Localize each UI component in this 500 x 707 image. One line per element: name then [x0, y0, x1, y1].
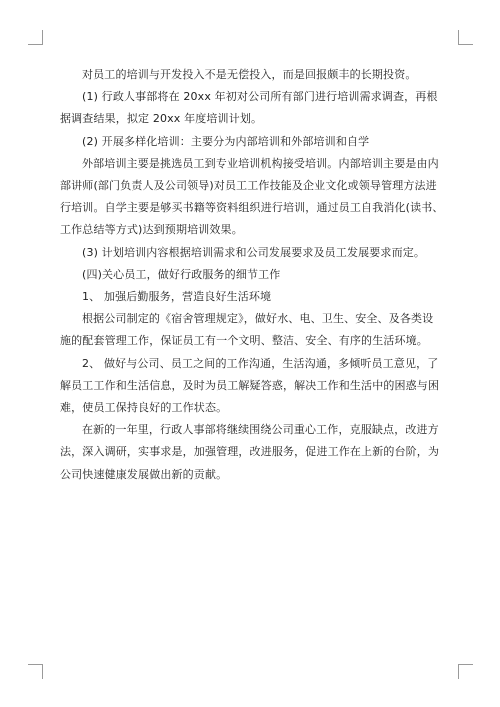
crop-mark-top-left: [28, 30, 43, 45]
paragraph-training-investment: 对员工的培训与开发投入不是无偿投入，而是回报颇丰的长期投资。: [82, 68, 417, 81]
paragraph-diverse-training: (2) 开展多样化培训：主要分为内部培训和外部培训和自学: [82, 134, 370, 148]
paragraph-training-plan: (3) 计划培训内容根据培训需求和公司发展要求及员工发展要求而定。: [82, 245, 426, 259]
paragraph-new-year: 在新的一年里，行政人事部将继续围绕公司重心工作，克服缺点，改进方法，深入调研，实事求是，加强管理，改进服务，促进工作在上新的台阶，为公司快速健康发展做出新的贡献。: [60, 423, 440, 481]
crop-mark-top-right: [458, 30, 473, 45]
item-heading-logistics: 1、 加强后勤服务，营造良好生活环境: [82, 290, 272, 304]
paragraph-training-types: 外部培训主要是挑选员工到专业培训机构接受培训。内部培训主要是由内部讲师(部门负责人及公司领导)对员工工作技能及企业文化或领导管理方法进行培训。自学主要是够买书籍等资料组织进行培训，通过员工自我消化(读书、工作总结等方式)达到预期培训效果。: [60, 156, 444, 237]
paragraph-training-survey: (1) 行政人事部将在 20xx 年初对公司所有部门进行培训需求调查，再根据调查结果，拟定 20xx 年度培训计划。: [60, 90, 438, 126]
paragraph-communication: 2、 做好与公司、员工之间的工作沟通，生活沟通，多倾听员工意见，了解员工工作和生活信息，及时为员工解疑答惑，解决工作和生活中的困惑与困难，使员工保持良好的工作状态。: [60, 356, 440, 415]
document-body: [60, 64, 444, 486]
crop-mark-bottom-left: [28, 664, 43, 679]
section-heading-care-employees: (四)关心员工，做好行政服务的细节工作: [82, 267, 281, 281]
crop-mark-bottom-right: [458, 664, 473, 679]
paragraph-dorm-management: 根据公司制定的《宿舍管理规定》，做好水、电、卫生、安全、及各类设施的配套管理工作，保证员工有一个文明、整洁、安全、有序的生活环境。: [60, 312, 434, 348]
